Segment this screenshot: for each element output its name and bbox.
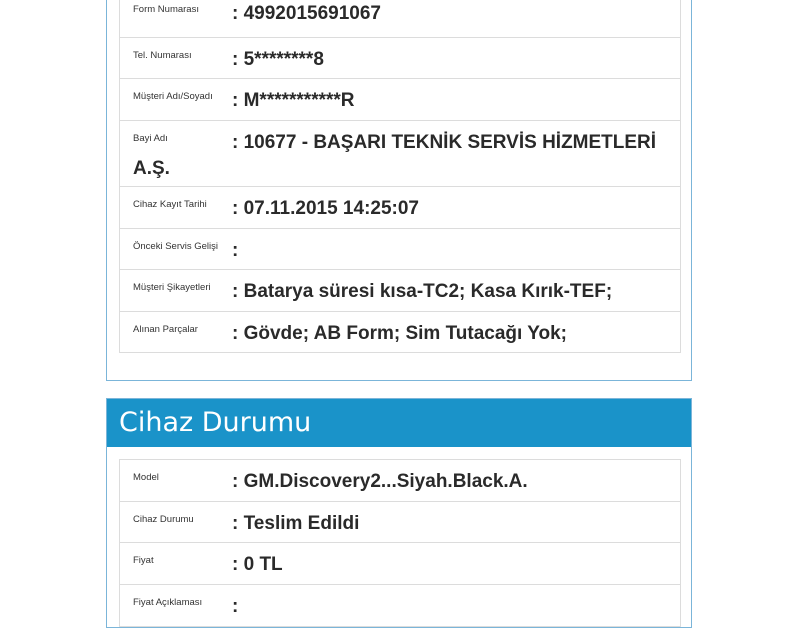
panel-title: Cihaz Durumu — [107, 399, 691, 447]
table-row-form-number — [120, 0, 680, 38]
service-info-table — [119, 0, 681, 353]
separator: : — [232, 198, 244, 219]
separator: : — [232, 554, 244, 575]
table-row-price — [120, 543, 680, 585]
device-status-panel — [106, 398, 692, 628]
separator: : — [232, 471, 244, 492]
table-row-customer-complaints — [120, 270, 680, 312]
separator: : — [232, 240, 239, 261]
phone-number-text: 5********8 — [243, 49, 324, 70]
customer-complaints-label: Müşteri Şikayetleri — [133, 282, 211, 293]
separator: : — [232, 132, 244, 153]
table-row-device-status — [120, 502, 680, 543]
phone-number-value — [232, 47, 668, 73]
device-status-value — [232, 511, 668, 537]
received-parts-value — [232, 321, 668, 347]
customer-complaints-text: Batarya süresi kısa-TC2; Kasa Kırık-TEF; — [243, 281, 613, 302]
received-parts-label: Alınan Parçalar — [133, 324, 198, 335]
form-number-label: Form Numarası — [133, 4, 199, 15]
dealer-name-value — [133, 130, 668, 182]
table-row-price-description — [120, 585, 680, 627]
price-description-label: Fiyat Açıklaması — [133, 597, 203, 608]
table-row-customer-name — [120, 79, 680, 121]
table-row-phone-number — [120, 38, 680, 79]
separator: : — [232, 513, 244, 534]
device-status-table — [119, 459, 681, 627]
model-value — [232, 469, 668, 495]
service-info-panel — [106, 0, 692, 381]
registration-date-text: 07.11.2015 14:25:07 — [243, 198, 419, 219]
device-status-label: Cihaz Durumu — [133, 514, 194, 525]
form-number-value — [232, 1, 668, 27]
previous-service-label: Önceki Servis Gelişi — [133, 241, 218, 252]
table-row-previous-service — [120, 229, 680, 270]
price-label: Fiyat — [133, 555, 154, 566]
price-value — [232, 552, 668, 578]
table-row-dealer-name — [120, 121, 680, 187]
separator: : — [232, 596, 239, 617]
dealer-name-text: 10677 - BAŞARI TEKNİK SERVİS HİZMETLERİ A.Ş. — [133, 132, 657, 179]
table-row-received-parts — [120, 312, 680, 353]
device-status-text: Teslim Edildi — [243, 513, 360, 534]
separator: : — [232, 90, 244, 111]
model-label: Model — [133, 472, 159, 483]
customer-name-label: Müşteri Adı/Soyadı — [133, 91, 213, 102]
received-parts-text: Gövde; AB Form; Sim Tutacağı Yok; — [243, 323, 567, 344]
separator: : — [232, 49, 244, 70]
customer-complaints-value — [232, 279, 668, 305]
dealer-name-label: Bayi Adı — [133, 133, 168, 144]
customer-name-text: M***********R — [243, 90, 355, 111]
model-text: GM.Discovery2...Siyah.Black.A. — [243, 471, 528, 492]
table-row-registration-date — [120, 187, 680, 229]
table-row-model — [120, 460, 680, 502]
registration-date-label: Cihaz Kayıt Tarihi — [133, 199, 207, 210]
separator: : — [232, 3, 244, 24]
separator: : — [232, 323, 244, 344]
registration-date-value — [232, 196, 668, 222]
phone-number-label: Tel. Numarası — [133, 50, 192, 61]
customer-name-value — [232, 88, 668, 114]
separator: : — [232, 281, 244, 302]
previous-service-value — [232, 238, 668, 264]
price-description-value — [232, 594, 668, 620]
price-text: 0 TL — [243, 554, 283, 575]
form-number-text: 4992015691067 — [243, 3, 381, 24]
